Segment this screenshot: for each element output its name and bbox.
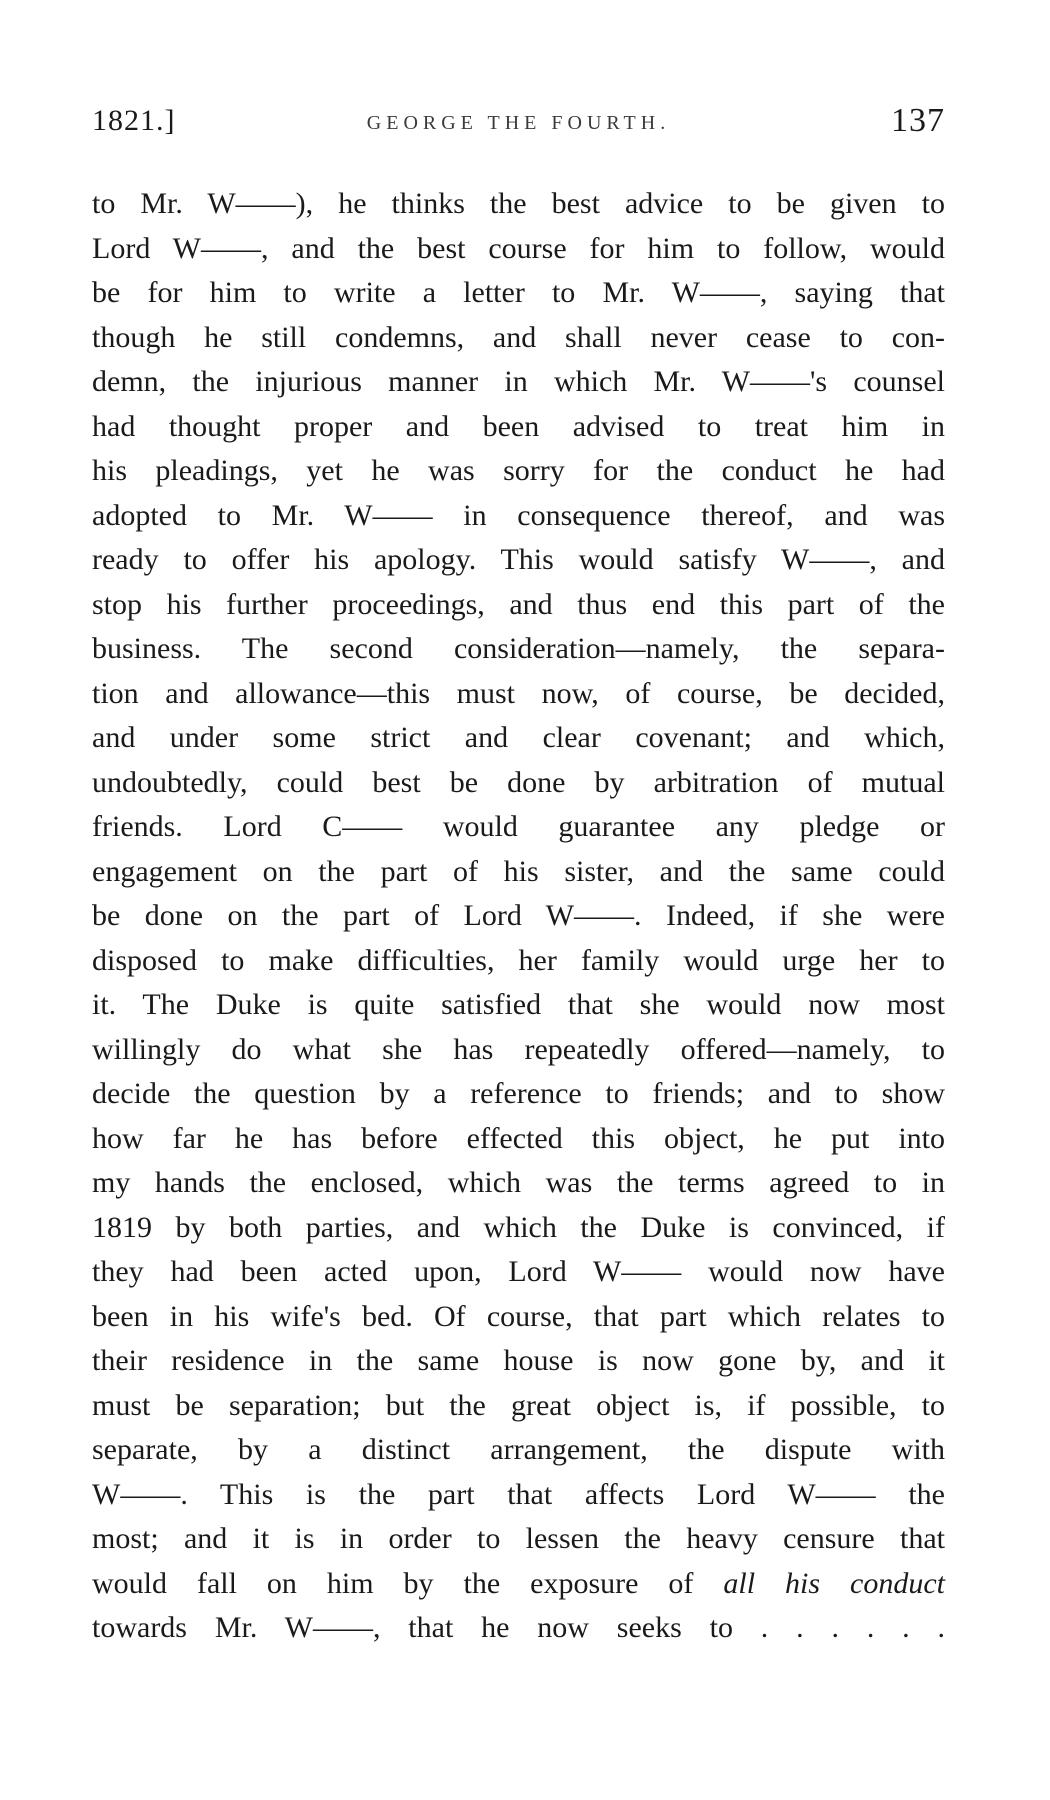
text-segment: be for him to write a letter to Mr. W——, saying that (92, 276, 945, 309)
text-segment: willingly do what she has repeatedly offered—namely, to (92, 1032, 945, 1066)
text-line (92, 1161, 945, 1206)
text-segment: business. The second consideration—namely, the separa- (92, 632, 945, 665)
text-segment: towards Mr. W——, that he now seeks to . . . . . . (92, 1611, 945, 1644)
text-segment: been in his wife's bed. Of course, that part which relates to (92, 1299, 945, 1333)
text-segment: ready to offer his apology. This would satisfy W——, and (92, 543, 945, 576)
text-line (92, 1028, 945, 1073)
text-segment: it. The Duke is quite satisfied that she would now most (92, 988, 945, 1021)
text-segment: to Mr. W——), he thinks the best advice to be given to (92, 187, 945, 220)
text-line (92, 1517, 945, 1562)
text-segment: must be separation; but the great object is, if possible, to (92, 1388, 945, 1422)
text-segment: stop his further proceedings, and thus end this part of the (92, 587, 945, 621)
text-line (92, 360, 945, 405)
text-line (92, 1428, 945, 1473)
text-line (92, 1295, 945, 1340)
text-line (92, 1117, 945, 1162)
text-segment: adopted to Mr. W—— in consequence thereof, and was (92, 498, 945, 532)
text-segment: friends. Lord C—— would guarantee any pledge or (92, 810, 945, 843)
text-segment: be done on the part of Lord W——. Indeed, if she were (92, 899, 945, 932)
text-line (92, 405, 945, 450)
text-segment: they had been acted upon, Lord W—— would now have (92, 1255, 945, 1288)
text-line (92, 227, 945, 272)
text-segment: disposed to make difficulties, her family would urge her to (92, 943, 945, 977)
text-segment: 1819 by both parties, and which the Duke is convinced, if (92, 1210, 945, 1244)
text-segment: and under some strict and clear covenant; and which, (92, 721, 945, 754)
italic-text-segment: all his conduct (723, 1566, 945, 1600)
text-line (92, 805, 945, 850)
text-segment: though he still condemns, and shall never cease to con- (92, 320, 945, 354)
text-segment: my hands the enclosed, which was the terms agreed to in (92, 1166, 945, 1199)
running-head (92, 104, 945, 144)
text-line (92, 182, 945, 227)
text-line (92, 850, 945, 895)
text-segment: W——. This is the part that affects Lord W—— the (92, 1477, 945, 1511)
text-line (92, 716, 945, 761)
text-segment: how far he has before effected this object, he put into (92, 1121, 945, 1155)
text-segment: would fall on him by the exposure of (92, 1566, 724, 1600)
text-line (92, 271, 945, 316)
text-segment: undoubtedly, could best be done by arbitration of mutual (92, 765, 945, 799)
text-line (92, 1072, 945, 1117)
text-line (92, 1206, 945, 1251)
text-segment: engagement on the part of his sister, and the same could (92, 854, 945, 888)
text-line (92, 449, 945, 494)
text-line (92, 1473, 945, 1518)
text-line (92, 1384, 945, 1429)
text-line (92, 1339, 945, 1384)
running-head-title: GEORGE THE FOURTH. (366, 112, 671, 134)
text-segment: most; and it is in order to lessen the heavy censure that (92, 1522, 945, 1555)
text-segment: decide the question by a reference to friends; and to show (92, 1077, 945, 1110)
text-line (92, 1606, 945, 1651)
text-line (92, 1250, 945, 1295)
text-segment: separate, by a distinct arrangement, the dispute with (92, 1433, 945, 1466)
text-segment: their residence in the same house is now gone by, and it (92, 1344, 945, 1377)
text-line (92, 538, 945, 583)
text-segment: had thought proper and been advised to treat him in (92, 409, 945, 443)
text-segment: Lord W——, and the best course for him to follow, would (92, 231, 945, 265)
text-line (92, 672, 945, 717)
text-segment: demn, the injurious manner in which Mr. W——'s counsel (92, 365, 945, 398)
page-number: 137 (891, 102, 945, 139)
text-line (92, 494, 945, 539)
text-line (92, 1562, 945, 1607)
running-head-year: 1821.] (92, 104, 176, 137)
text-line (92, 939, 945, 984)
text-segment: tion and allowance—this must now, of course, be decided, (92, 676, 945, 710)
text-line (92, 583, 945, 628)
text-line (92, 316, 945, 361)
text-line (92, 894, 945, 939)
text-line (92, 761, 945, 806)
text-segment: his pleadings, yet he was sorry for the conduct he had (92, 454, 945, 487)
body-text (92, 182, 945, 1651)
text-line (92, 983, 945, 1028)
text-line (92, 627, 945, 672)
